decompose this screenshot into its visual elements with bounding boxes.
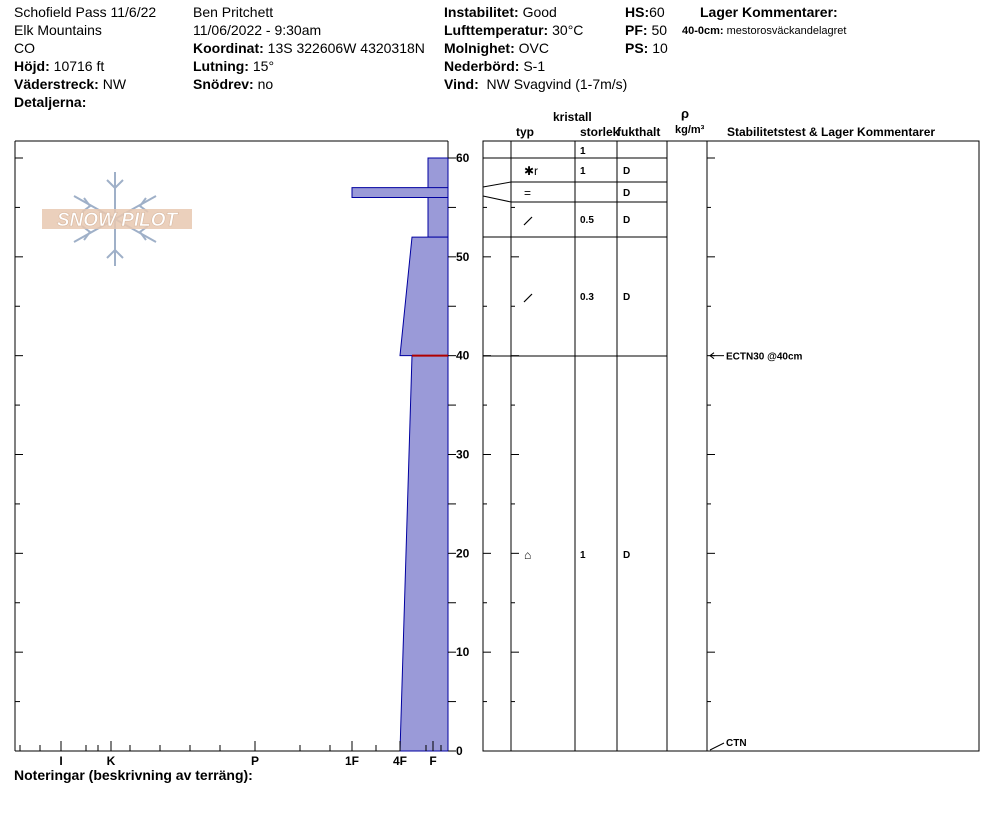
hardness-axis [20, 741, 441, 768]
wind-value: NW Svagvind (1-7m/s) [486, 76, 628, 92]
logo-text: SNOW PILOT [56, 210, 178, 231]
grain-type-symbol: ⌂ [524, 548, 532, 562]
datetime: 11/06/2022 - 9:30am [193, 22, 322, 38]
elevation-value: 10716 ft [53, 58, 105, 74]
hardness-layer [400, 356, 448, 751]
grain-type-symbol: = [524, 186, 532, 200]
grain-size-value: 0.5 [580, 215, 594, 226]
hardness-tick-label: 4F [392, 754, 408, 768]
moisture-value: D [623, 215, 631, 226]
hardness-tick-label: P [250, 754, 260, 768]
grain-size-value: 1 [580, 166, 586, 177]
hs-label: HS: [625, 4, 650, 20]
moisture-value: D [623, 550, 631, 561]
hardness-tick-label: 1F [344, 754, 360, 768]
state: CO [14, 40, 35, 56]
depth-tick-label: 10 [456, 645, 470, 660]
slope-value: 15° [252, 58, 275, 74]
drift-label: Snödrev: [193, 76, 254, 92]
depth-tick-label: 0 [456, 744, 463, 758]
crystal-header: kristall [553, 110, 592, 124]
precip-value: S-1 [523, 58, 546, 74]
grain-type-faceted-icon [524, 294, 532, 302]
details-label: Detaljerna: [14, 94, 87, 110]
hardness-tick-label: I [59, 754, 63, 768]
layer-connector [483, 182, 511, 187]
stability-tests [710, 352, 803, 750]
depth-tick-label: 60 [456, 151, 470, 165]
layer-comment-range: 40-0cm: [682, 25, 724, 37]
grain-size-value: 0.3 [580, 292, 594, 303]
cloud-value: OVC [518, 40, 549, 56]
density-unit-header: kg/m³ [675, 124, 705, 136]
grain-type-faceted-icon [524, 217, 532, 225]
grain-type-symbol: ✱r [524, 164, 539, 178]
hardness-tick-label: F [429, 754, 437, 768]
wind-label: Vind: [444, 76, 479, 92]
layer-comment-text: mestorosväckandelagret [726, 25, 847, 37]
aspect-value: NW [102, 76, 127, 92]
cloud-label: Molnighet: [444, 40, 515, 56]
size-header: storlek [580, 125, 620, 139]
moisture-value: D [623, 166, 631, 177]
moisture-header: fukthalt [617, 125, 661, 139]
coord-value: 13S 322606W 4320318N [267, 40, 425, 56]
coord-label: Koordinat: [193, 40, 264, 56]
depth-tick-label: 50 [456, 249, 470, 264]
moisture-value: D [623, 188, 631, 199]
hs-value: 60 [649, 4, 665, 20]
elevation-label: Höjd: [14, 58, 50, 74]
type-header: typ [516, 125, 534, 139]
airtemp-label: Lufttemperatur: [444, 22, 549, 38]
layer-connector [483, 196, 511, 202]
stability-test-label: CTN [726, 738, 747, 749]
slope-label: Lutning: [193, 58, 249, 74]
ps-value: 10 [652, 40, 668, 56]
layer-table-frame [483, 141, 979, 751]
pf-value: 50 [651, 22, 668, 38]
depth-tick-label: 20 [456, 546, 470, 561]
moisture-value: D [623, 292, 631, 303]
pf-label: PF: [625, 22, 648, 38]
location: Schofield Pass 11/6/22 [14, 4, 157, 20]
stability-header: Stabilitetstest & Lager Kommentarer [727, 125, 936, 139]
range: Elk Mountains [14, 22, 102, 38]
stability-test-label: ECTN30 @40cm [726, 351, 803, 363]
depth-tick-label: 40 [456, 348, 470, 363]
layer-comments-label: Lager Kommentarer: [700, 4, 838, 20]
grain-size-value: 1 [580, 550, 586, 561]
stability-pointer [710, 743, 724, 750]
hardness-layer [352, 188, 448, 198]
instability-value: Good [522, 4, 557, 20]
notes-label: Noteringar (beskrivning av terräng): [14, 767, 253, 783]
ps-label: PS: [625, 40, 649, 56]
observer: Ben Pritchett [193, 4, 274, 20]
airtemp-value: 30°C [552, 22, 584, 38]
drift-value: no [257, 76, 274, 92]
depth-axis [15, 151, 715, 758]
precip-label: Nederbörd: [444, 58, 520, 74]
depth-tick-label: 30 [456, 447, 470, 462]
instability-label: Instabilitet: [444, 4, 519, 20]
aspect-label: Väderstreck: [14, 76, 99, 92]
hardness-tick-label: K [106, 754, 116, 768]
grain-size-value: 1 [580, 146, 586, 157]
rho-header: ρ [681, 106, 690, 121]
hardness-layer [400, 237, 448, 356]
hardness-profile [352, 158, 448, 751]
